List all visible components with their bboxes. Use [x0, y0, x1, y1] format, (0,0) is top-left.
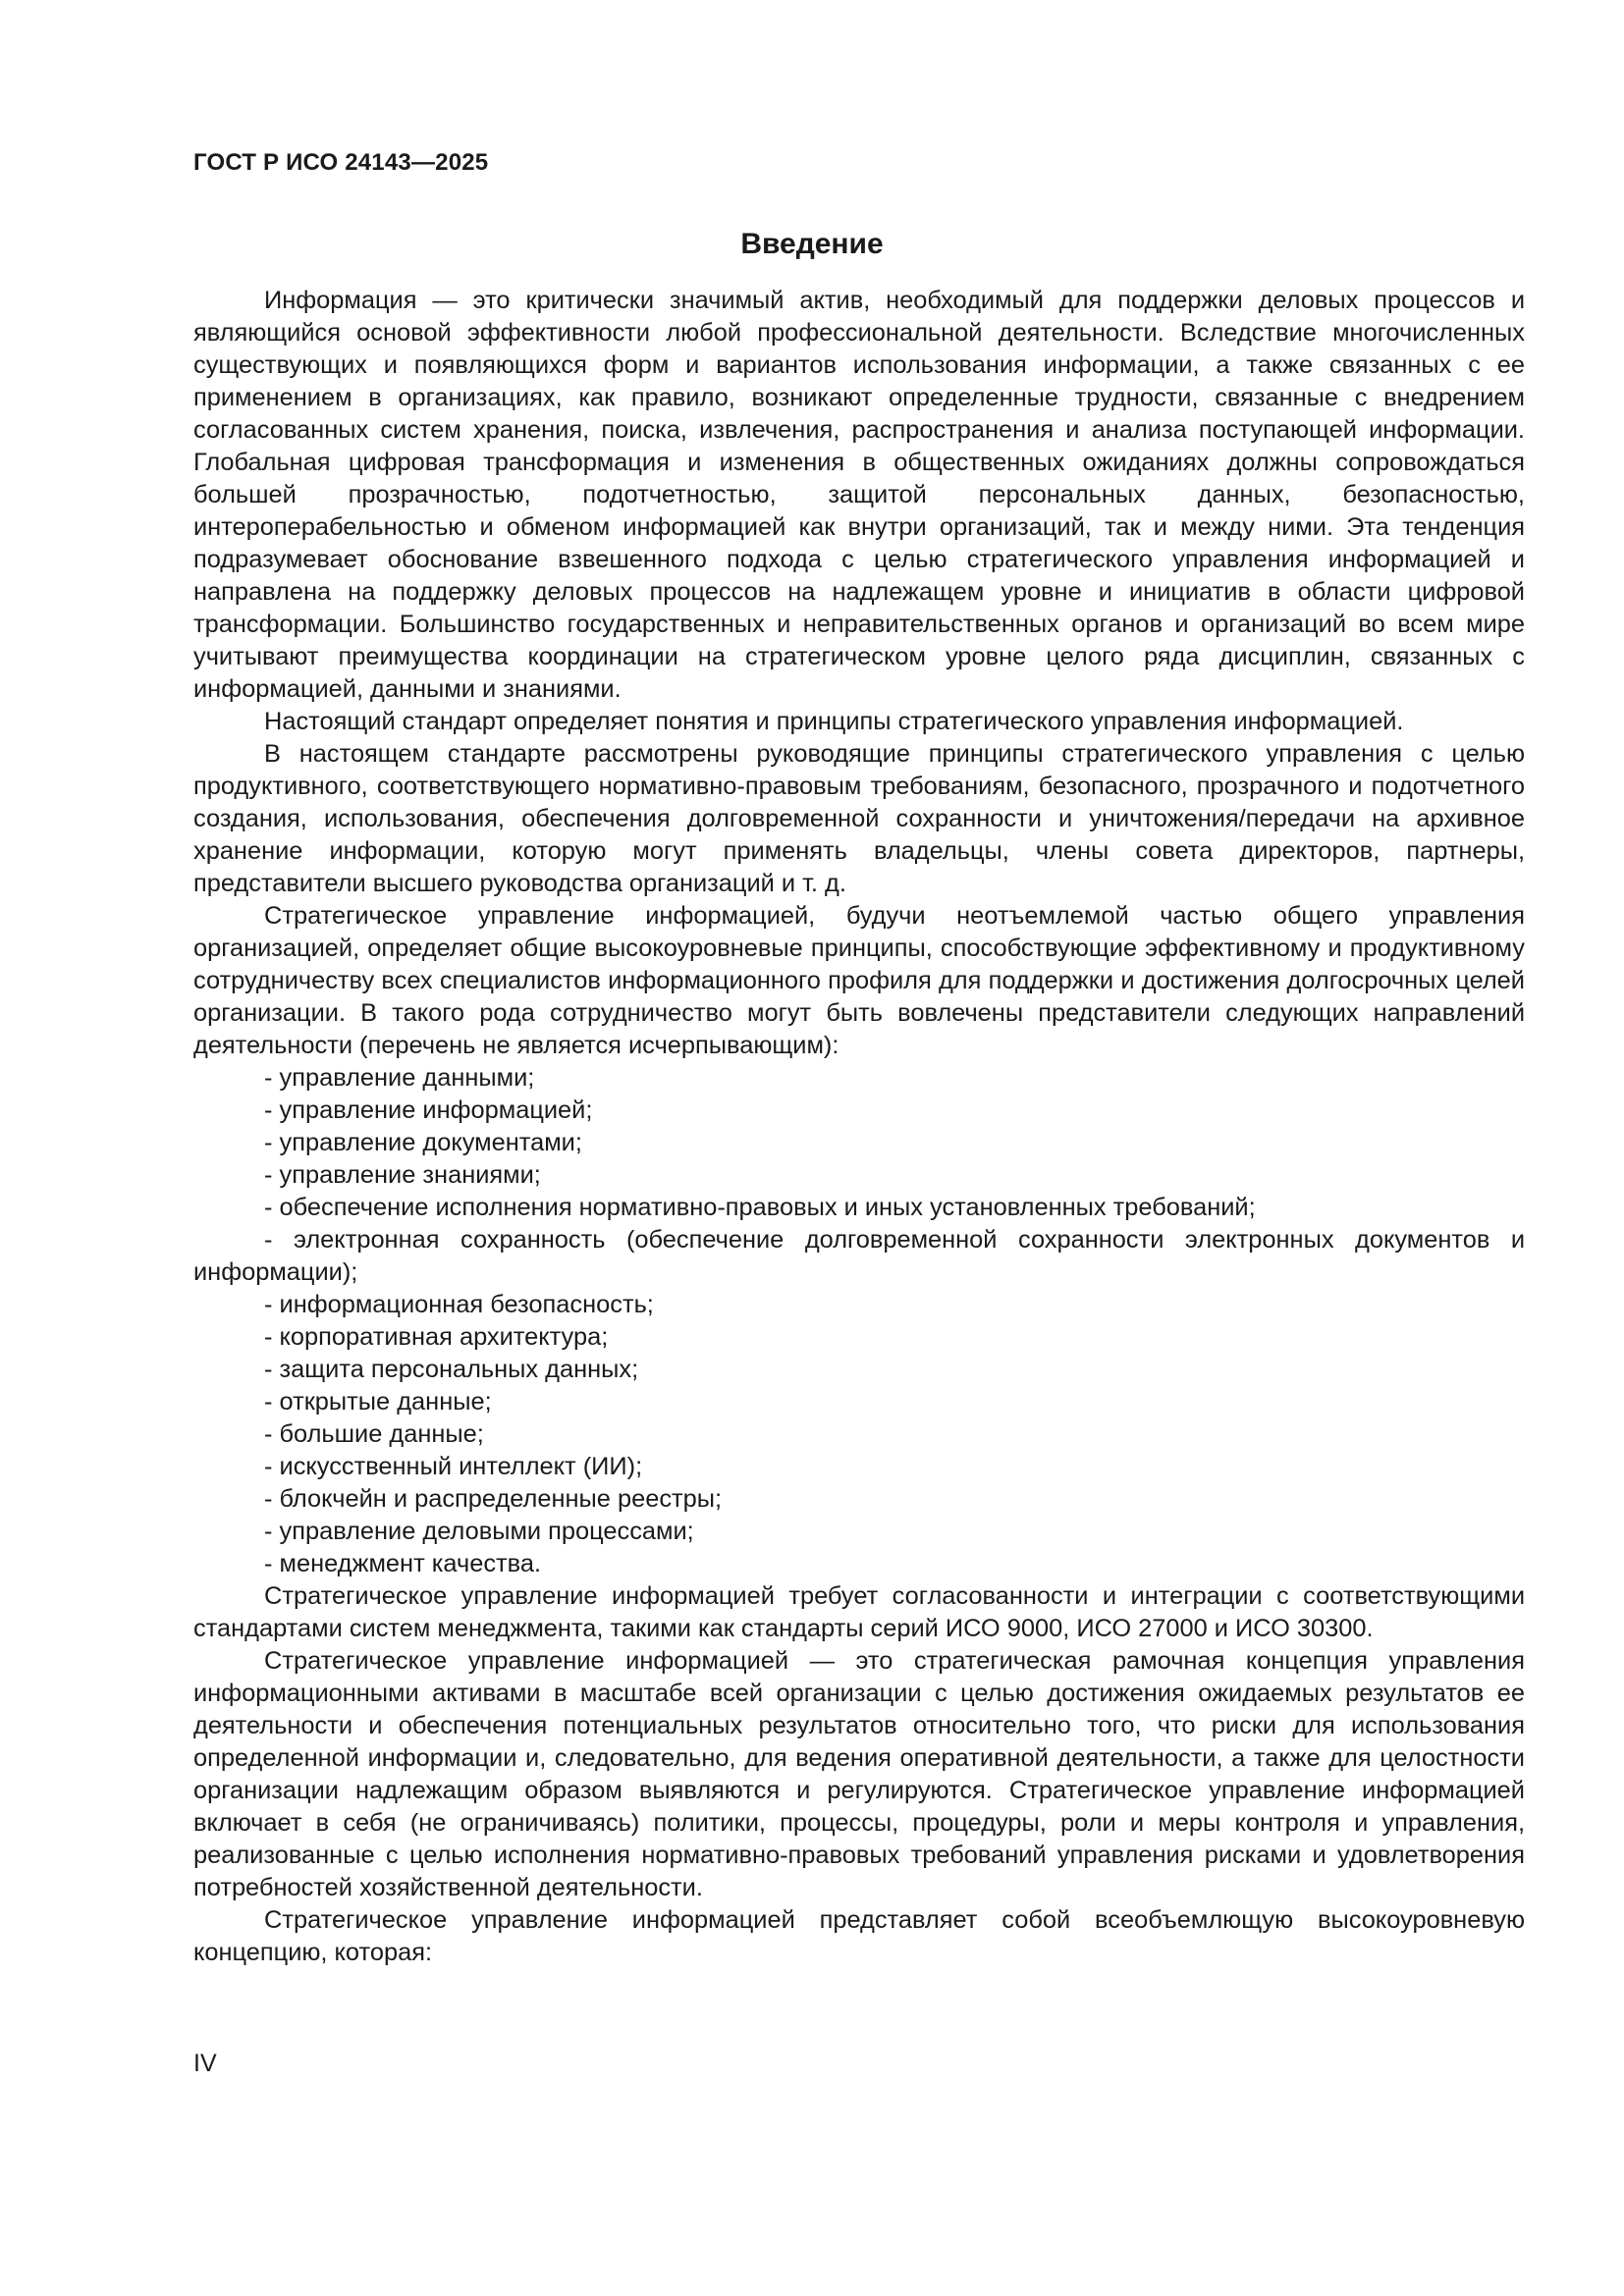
page-number: IV: [193, 2050, 217, 2077]
list-item: - управление информацией;: [264, 1096, 593, 1124]
paragraph: Стратегическое управление информацией требует согласованности и интеграции с соответствующими стандартами систем менеджмента, такими как стандарты серий ИСО 9000, ИСО 27000 и ИСО 30300.: [193, 1582, 1525, 1642]
paragraph: Стратегическое управление информацией, будучи неотъемлемой частью общего управления организацией, определяет общие высокоуровневые принципы, способствующие эффективному и продуктивному сотрудничеству всех специалистов информационного профиля для поддержки и достижения долгосрочных целей организации. В такого рода сотрудничество могут быть вовлечены представители следующих направлений деятельности (перечень не является исчерпывающим):: [193, 902, 1525, 1059]
list-item: - управление деловыми процессами;: [264, 1518, 694, 1545]
list-item: - управление знаниями;: [264, 1161, 541, 1189]
list-item: - корпоративная архитектура;: [264, 1323, 609, 1351]
section-title: Введение: [740, 228, 884, 260]
paragraph: Настоящий стандарт определяет понятия и принципы стратегического управления информацией.: [264, 708, 1404, 735]
list-item: - электронная сохранность (обеспечение долговременной сохранности электронных документов и информации);: [193, 1226, 1525, 1286]
list-item: - менеджмент качества.: [264, 1550, 542, 1577]
list-item: - открытые данные;: [264, 1388, 492, 1415]
paragraph: В настоящем стандарте рассмотрены руководящие принципы стратегического управления с целью продуктивного, соответствующего нормативно-правовым требованиям, безопасного, прозрачного и подотчетного создания, использования, обеспечения долговременной сохранности и уничтожения/передачи на архивное хранение информации, которую могут применять владельцы, члены совета директоров, партнеры, представители высшего руководства организаций и т. д.: [193, 740, 1525, 897]
document-body: [193, 285, 1525, 1969]
list-item: - искусственный интеллект (ИИ);: [264, 1453, 643, 1480]
paragraph: Стратегическое управление информацией — это стратегическая рамочная концепция управления информационными активами в масштабе всей организации с целью достижения ожидаемых результатов ее деятельности и обеспечения потенциальных результатов относительно того, что риски для использования определенной информации и, следовательно, для ведения оперативной деятельности, а также для целостности организации надлежащим образом выявляются и регулируются. Стратегическое управление информацией включает в себя (не ограничиваясь) политики, процессы, процедуры, роли и меры контроля и управления, реализованные с целью исполнения нормативно-правовых требований управления рисками и удовлетворения потребностей хозяйственной деятельности.: [193, 1647, 1525, 1901]
list-item: - защита персональных данных;: [264, 1356, 639, 1383]
list-item: - большие данные;: [264, 1420, 484, 1448]
list-item: - управление документами;: [264, 1129, 582, 1156]
list-item: - блокчейн и распределенные реестры;: [264, 1485, 723, 1513]
list-item: - управление данными;: [264, 1064, 535, 1092]
list-item: - обеспечение исполнения нормативно-правовых и иных установленных требований;: [264, 1194, 1256, 1221]
paragraph: Информация — это критически значимый актив, необходимый для поддержки деловых процессов и являющийся основой эффективности любой профессиональной деятельности. Вследствие многочисленных существующих и появляющихся форм и вариантов использования информации, а также связанных с ее применением в организациях, как правило, возникают определенные трудности, связанные с внедрением согласованных систем хранения, поиска, извлечения, распространения и анализа поступающей информации. Глобальная цифровая трансформация и изменения в общественных ожиданиях должны сопровождаться большей прозрачностью, подотчетностью, защитой персональных данных, безопасностью, интероперабельностью и обменом информацией как внутри организаций, так и между ними. Эта тенденция подразумевает обоснование взвешенного подхода с целью стратегического управления информацией и направлена на поддержку деловых процессов на надлежащем уровне и инициатив в области цифровой трансформации. Большинство государственных и неправительственных органов и организаций во всем мире учитывают преимущества координации на стратегическом уровне целого ряда дисциплин, связанных с информацией, данными и знаниями.: [193, 287, 1525, 703]
paragraph: Стратегическое управление информацией представляет собой всеобъемлющую высокоуровневую концепцию, которая:: [193, 1906, 1525, 1966]
list-item: - информационная безопасность;: [264, 1291, 654, 1318]
document-header: ГОСТ Р ИСО 24143—2025: [193, 149, 489, 176]
